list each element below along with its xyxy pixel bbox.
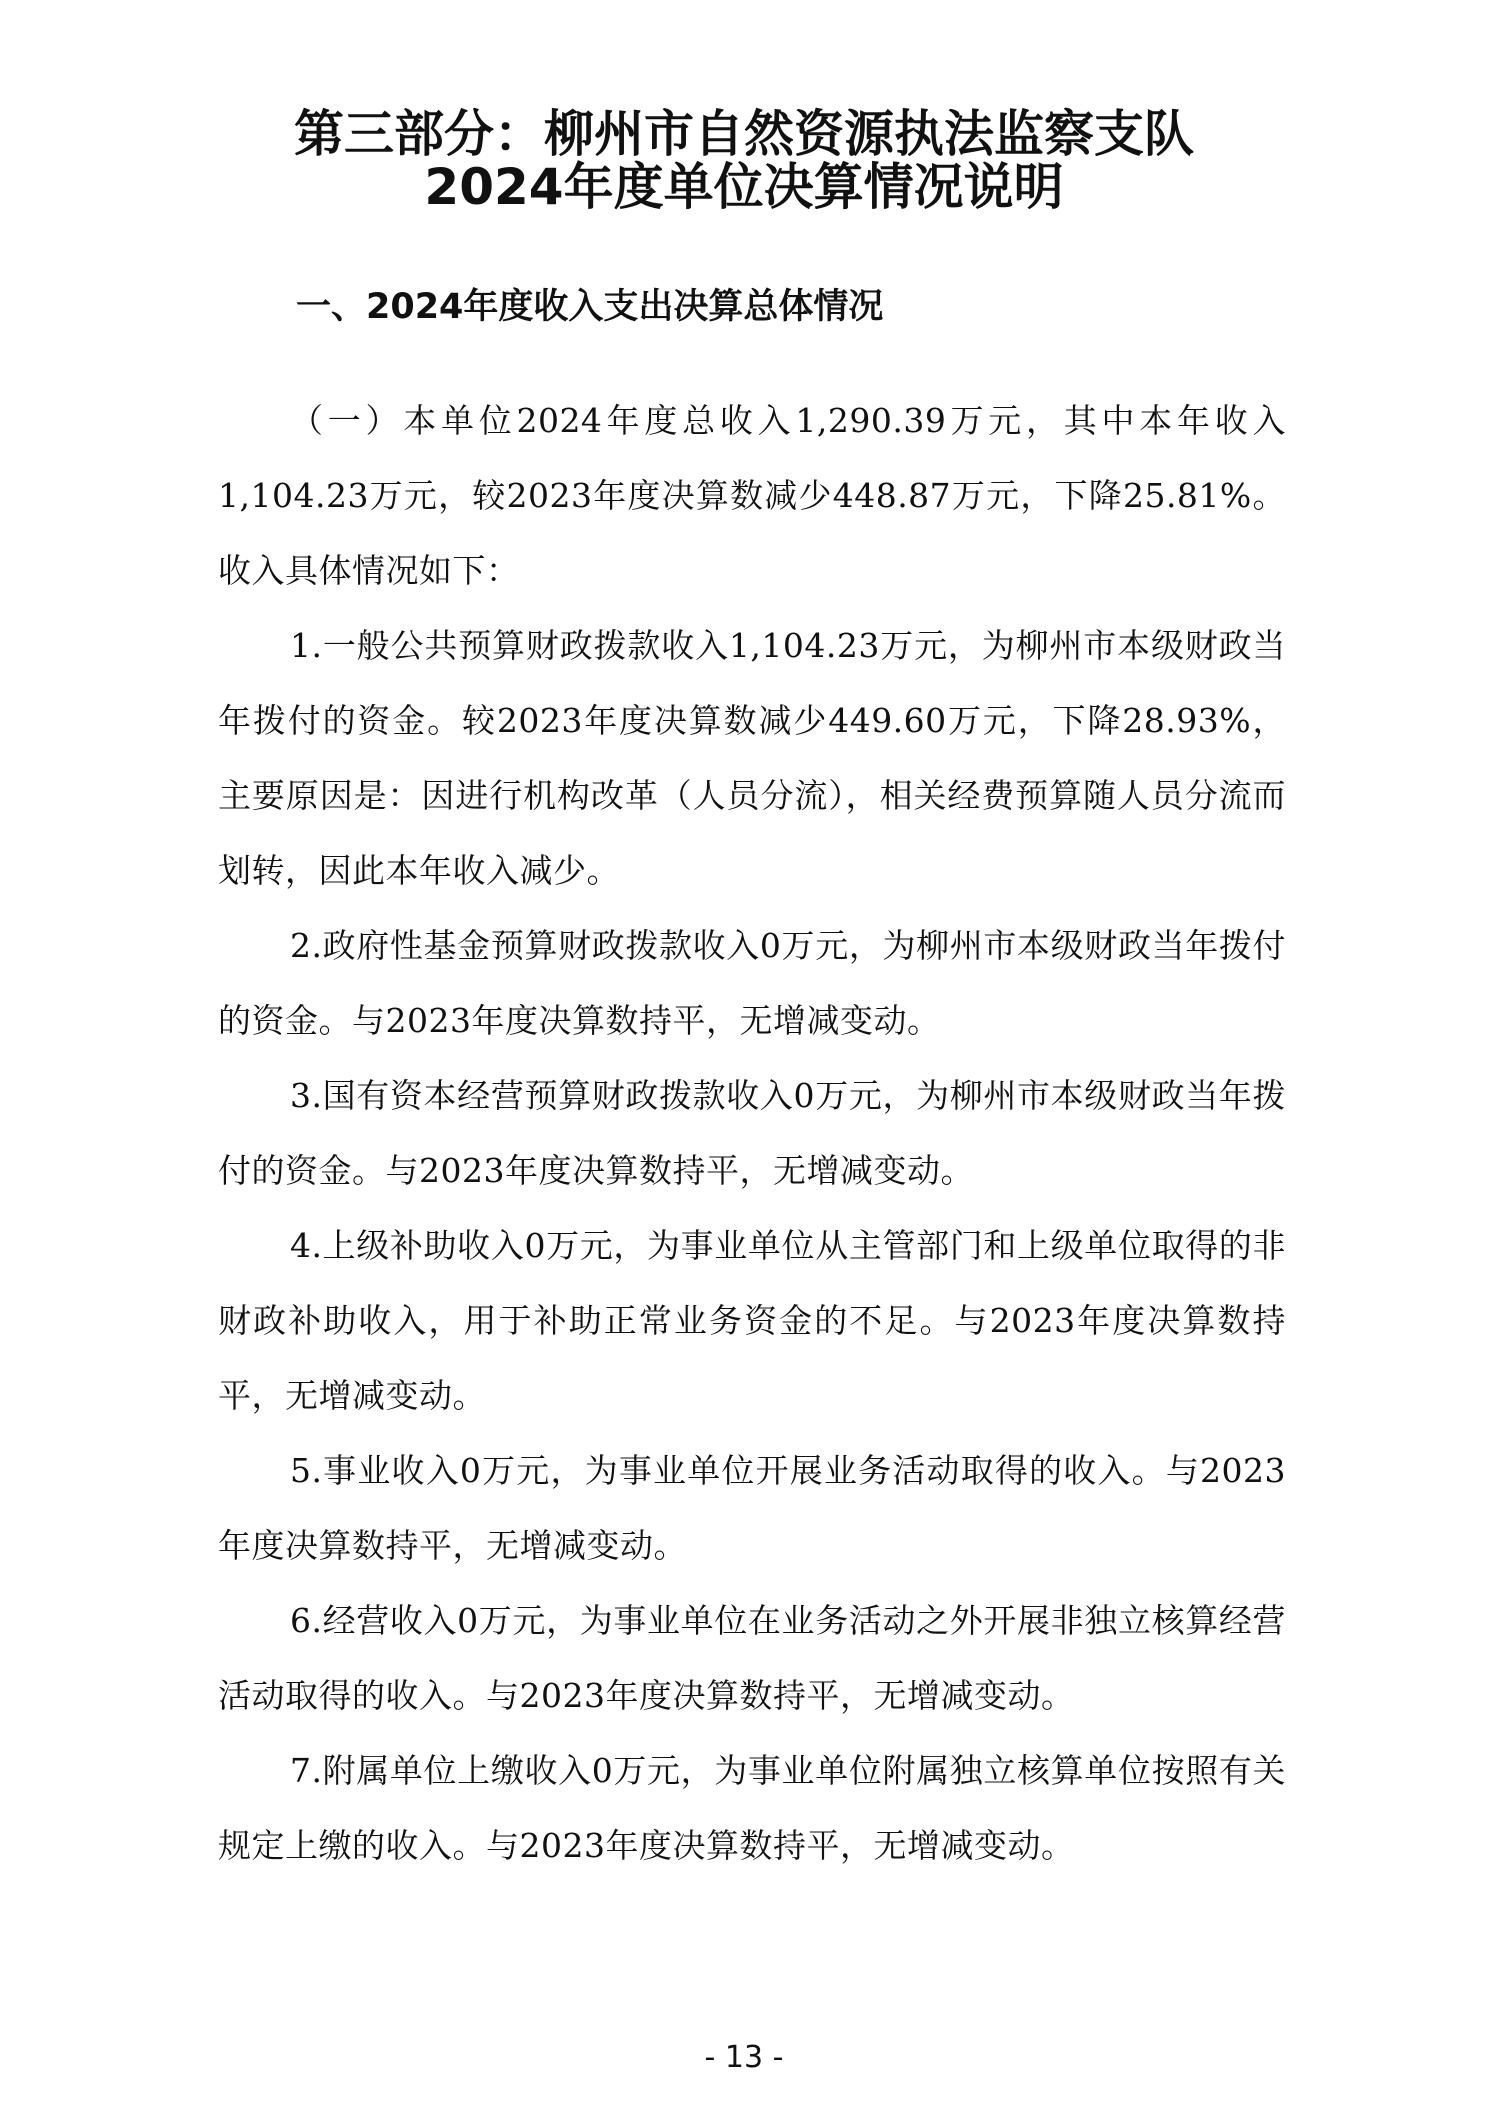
paragraph-state-capital: 3.国有资本经营预算财政拨款收入0万元，为柳州市本级财政当年拨付的资金。与2023年度决算数持平，无增减变动。 bbox=[218, 1076, 1286, 1190]
document-title-line-2: 2024年度单位决算情况说明 bbox=[424, 158, 1064, 216]
paragraph-government-fund: 2.政府性基金预算财政拨款收入0万元，为柳州市本级财政当年拨付的资金。与2023年度决算数持平，无增减变动。 bbox=[218, 926, 1286, 1040]
section-heading: 一、2024年度收入支出决算总体情况 bbox=[296, 287, 884, 327]
document-title-line-1: 第三部分：柳州市自然资源执法监察支队 bbox=[294, 105, 1194, 163]
paragraph-business-income: 5.事业收入0万元，为事业单位开展业务活动取得的收入。与2023年度决算数持平，无增减变动。 bbox=[218, 1451, 1286, 1565]
paragraph-total-income: （一）本单位2024年度总收入1,290.39万元，其中本年收入1,104.23万元，较2023年度决算数减少448.87万元，下降25.81%。收入具体情况如下： bbox=[218, 401, 1286, 590]
page-number: - 13 - bbox=[704, 2040, 784, 2075]
paragraph-superior-subsidy: 4.上级补助收入0万元，为事业单位从主管部门和上级单位取得的非财政补助收入，用于补助正常业务资金的不足。与2023年度决算数持平，无增减变动。 bbox=[218, 1226, 1286, 1415]
paragraph-operating-income: 6.经营收入0万元，为事业单位在业务活动之外开展非独立核算经营活动取得的收入。与2023年度决算数持平，无增减变动。 bbox=[218, 1601, 1286, 1715]
document-body bbox=[218, 383, 1286, 1883]
paragraph-affiliated-income: 7.附属单位上缴收入0万元，为事业单位附属独立核算单位按照有关规定上缴的收入。与2023年度决算数持平，无增减变动。 bbox=[218, 1751, 1286, 1865]
paragraph-general-budget: 1.一般公共预算财政拨款收入1,104.23万元，为柳州市本级财政当年拨付的资金。较2023年度决算数减少449.60万元，下降28.93%，主要原因是：因进行机构改革（人员分流），相关经费预算随人员分流而划转，因此本年收入减少。 bbox=[218, 626, 1286, 890]
